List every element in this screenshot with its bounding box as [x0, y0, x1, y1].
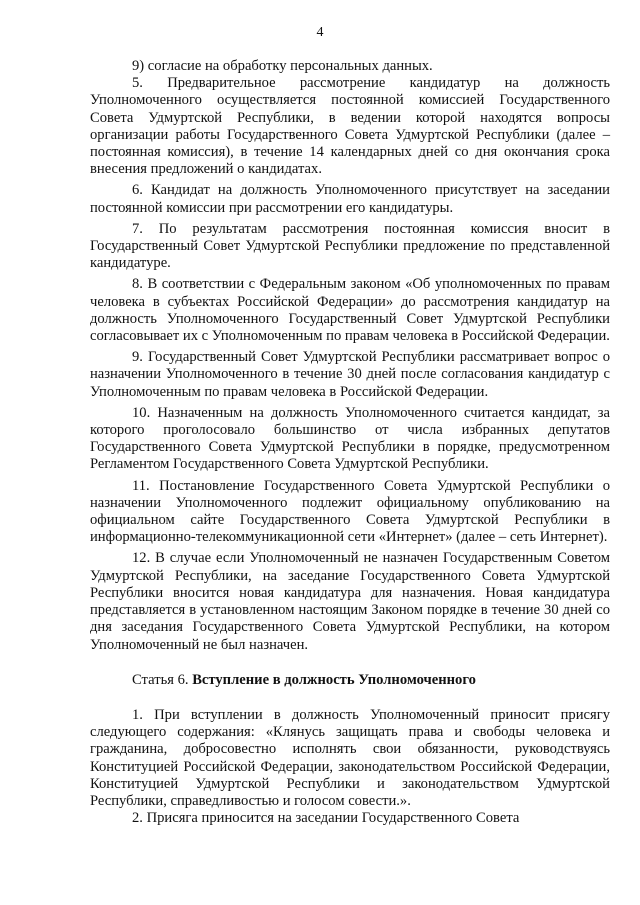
paragraph-8: 8. В соответствии с Федеральным законом «Об уполномоченных по правам человека в субъектах Российской Федерации» до рассмотрения кандидатур на должность Уполномоченного Государственный Совет Удмуртской Республики согласовывает их с Уполномоченным по правам человека в Российской Федерации. [90, 276, 610, 345]
document-body [90, 58, 610, 827]
article-title: Вступление в должность Уполномоченного [192, 671, 476, 688]
paragraph-9: 9. Государственный Совет Удмуртской Республики рассматривает вопрос о назначении Уполномоченного в течение 30 дней после согласования кандидатур с Уполномоченным по правам человека в Российской Федерации. [90, 349, 610, 400]
paragraph-7: 7. По результатам рассмотрения постоянная комиссия вносит в Государственный Совет Удмуртской Республики предложение по представленной кандидатуре. [90, 220, 610, 272]
page-number: 4 [316, 25, 324, 40]
paragraph-10: 10. Назначенным на должность Уполномоченного считается кандидат, за которого проголосовало большинство от числа избранных депутатов Государственного Совета Удмуртской Республики в порядке, предусмотренном Регламентом Государственного Совета Удмуртской Республики. [90, 404, 610, 473]
paragraph-12: 12. В случае если Уполномоченный не назначен Государственным Советом Удмуртской Республики, на заседание Государственного Совета Удмуртской Республики вносится новая кандидатура для назначения. Новая кандидатура представляется в установленном настоящим Законом порядке в течение 30 дней со дня заседания Государственного Совета Удмуртской Республики, на котором Уполномоченный не был назначен. [90, 550, 610, 653]
article-6-paragraph-2: 2. Присяга приносится на заседании Государственного Совета [132, 810, 520, 827]
paragraph-11: 11. Постановление Государственного Совета Удмуртской Республики о назначении Уполномоченного подлежит официальному опубликованию на официальном сайте Государственного Совета Удмуртской Республики в информационно-телекоммуникационной сети «Интернет» (далее – сеть Интернет). [90, 477, 610, 546]
article-6-paragraph-1: 1. При вступлении в должность Уполномоченный приносит присягу следующего содержания: «Клянусь защищать права и свободы человека и гражданина, добросовестно исполнять свои обязанности, руководствуясь Конституцией Российской Федерации, законодательством Российской Федерации, Конституцией Удмуртской Республики и законодательством Удмуртской Республики, справедливостью и голосом совести.». [90, 706, 610, 809]
article-heading [90, 672, 610, 689]
paragraph-5: 5. Предварительное рассмотрение кандидатур на должность Уполномоченного осуществляется постоянной комиссией Государственного Совета Удмуртской Республики, в ведении которой находятся вопросы организации работы Государственного Совета Удмуртской Республики (далее – постоянная комиссия), в течение 14 календарных дней со дня окончания срока внесения предложений о кандидатах. [90, 75, 610, 178]
paragraph-6: 6. Кандидат на должность Уполномоченного присутствует на заседании постоянной комиссии при рассмотрении его кандидатуры. [90, 182, 610, 216]
article-prefix: Статья 6. [132, 671, 189, 688]
paragraph-consent: 9) согласие на обработку персональных данных. [132, 58, 433, 74]
